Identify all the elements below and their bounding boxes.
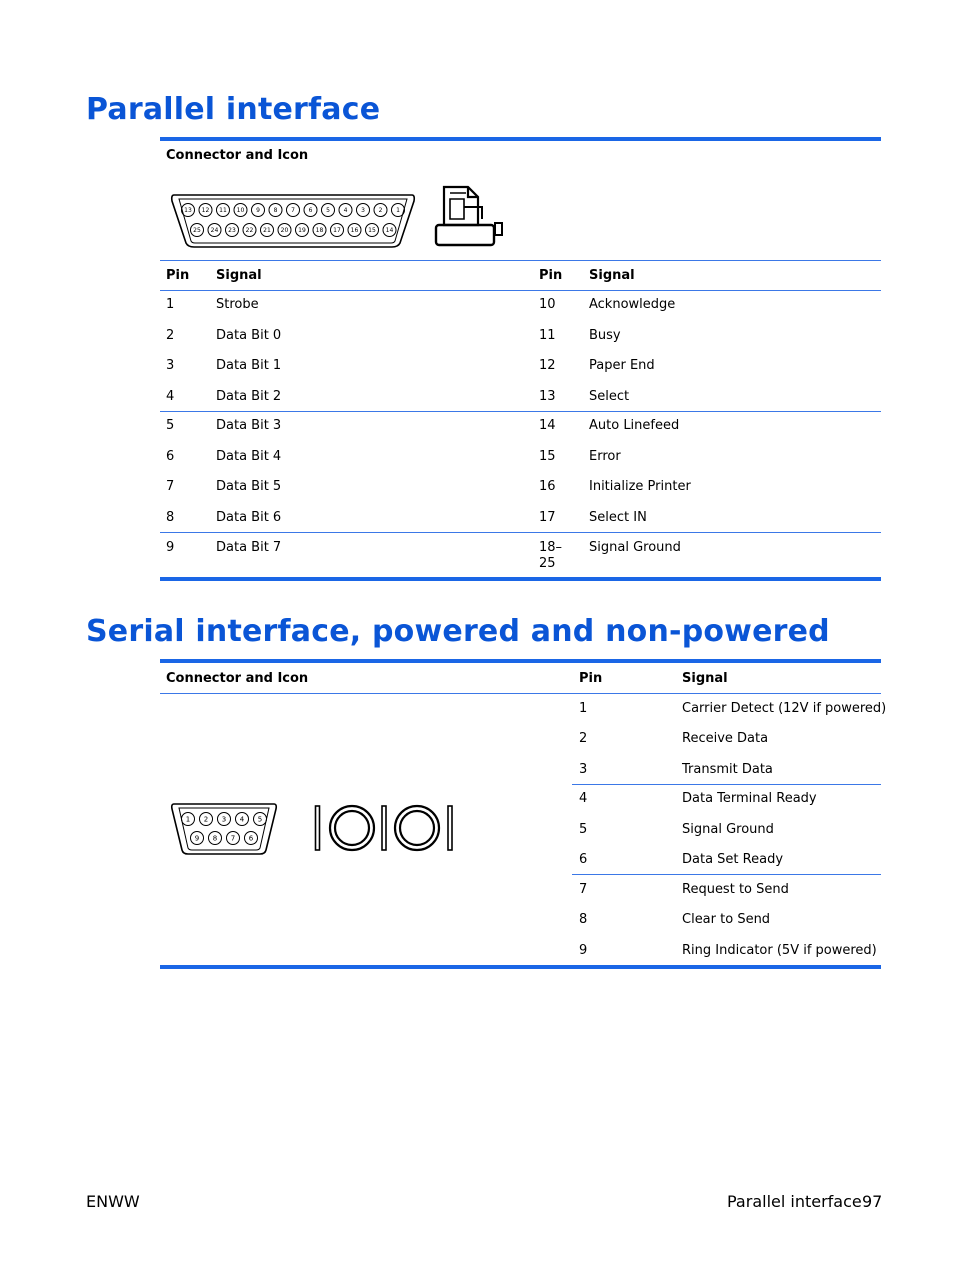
pin-number: 4 xyxy=(166,389,175,404)
pin-number: 9 xyxy=(166,540,175,555)
signal-name: Data Bit 0 xyxy=(216,328,282,343)
signal-name: Signal Ground xyxy=(682,822,774,837)
signal-name: Error xyxy=(589,449,621,464)
pin-label: 17 xyxy=(333,227,341,235)
pin-label: 10 xyxy=(236,207,245,215)
parallel-connector-heading: Connector and Icon xyxy=(166,148,309,163)
signal-name: Clear to Send xyxy=(682,912,771,927)
pin-number: 16 xyxy=(539,479,556,494)
parallel-group-rule xyxy=(160,532,881,533)
connector-pin xyxy=(182,204,195,217)
pin-label: 5 xyxy=(257,815,263,824)
connector-pin xyxy=(357,204,370,217)
signal-name: Acknowledge xyxy=(589,297,676,312)
connector-pin xyxy=(243,224,256,237)
connector-pin xyxy=(191,832,204,845)
signal-name: Carrier Detect (12V if powered) xyxy=(682,701,887,716)
parallel-header-pin-2: Pin xyxy=(539,268,563,283)
pin-label: 21 xyxy=(263,227,271,235)
pin-label: 12 xyxy=(201,207,210,215)
pin-label: 15 xyxy=(368,227,376,235)
pin-number: 17 xyxy=(539,510,556,525)
signal-name: Data Bit 1 xyxy=(216,358,282,373)
pin-label: 13 xyxy=(184,207,192,215)
connector-pin xyxy=(322,204,335,217)
pin-label: 5 xyxy=(326,207,330,215)
connector-pin xyxy=(226,224,239,237)
parallel-title: Parallel interface xyxy=(86,92,381,127)
parallel-group-rule xyxy=(160,411,881,412)
pin-label: 6 xyxy=(308,207,313,215)
signal-name: Ring Indicator (5V if powered) xyxy=(682,943,877,958)
signal-name: Data Bit 3 xyxy=(216,418,282,433)
pin-number: 14 xyxy=(539,418,556,433)
pin-number: 11 xyxy=(539,328,556,343)
footer-section-name: Parallel interface xyxy=(727,1192,862,1211)
pin-label: 2 xyxy=(378,207,383,215)
pin-label: 1 xyxy=(396,207,400,215)
parallel-header-pin: Pin xyxy=(166,268,190,283)
parallel-header-bottom-rule xyxy=(160,290,881,291)
pin-label: 8 xyxy=(273,207,278,215)
connector-pin xyxy=(252,204,265,217)
parallel-header-signal-2: Signal xyxy=(589,268,635,283)
signal-name: Transmit Data xyxy=(682,762,773,777)
connector-pin xyxy=(269,204,282,217)
connector-pin xyxy=(313,224,326,237)
connector-pin xyxy=(209,832,222,845)
pin-label: 7 xyxy=(230,834,236,843)
signal-name: Signal Ground xyxy=(589,540,681,555)
pin-label: 1 xyxy=(185,815,191,824)
serial-header-connector: Connector and Icon xyxy=(166,671,309,686)
pin-label: 3 xyxy=(361,207,365,215)
connector-pin xyxy=(200,813,213,826)
connector-pin xyxy=(366,224,379,237)
pin-number: 9 xyxy=(579,943,588,958)
parallel-table-top-bar xyxy=(160,137,881,141)
pin-number: 15 xyxy=(539,449,556,464)
connector-pin xyxy=(182,813,195,826)
signal-name: Data Bit 2 xyxy=(216,389,282,404)
signal-name: Select IN xyxy=(589,510,647,525)
signal-name: Auto Linefeed xyxy=(589,418,680,433)
pin-number: 1 xyxy=(579,701,588,716)
pin-label: 9 xyxy=(256,207,260,215)
serial-header-bottom-rule xyxy=(160,693,881,694)
connector-pin xyxy=(234,204,247,217)
pin-label: 11 xyxy=(219,207,227,215)
pin-number: 1 xyxy=(166,297,175,312)
pin-label: 3 xyxy=(221,815,227,824)
signal-name: Data Bit 6 xyxy=(216,510,282,525)
pin-number: 3 xyxy=(166,358,175,373)
pin-label: 4 xyxy=(239,815,245,824)
pin-number: 3 xyxy=(579,762,588,777)
connector-pin xyxy=(208,224,221,237)
pin-label: 7 xyxy=(291,207,295,215)
connector-pin xyxy=(254,813,267,826)
parallel-table-bottom-bar xyxy=(160,577,881,581)
pin-number: 13 xyxy=(539,389,556,404)
pin-number: 2 xyxy=(166,328,175,343)
pin-number: 8 xyxy=(166,510,175,525)
pin-label: 18 xyxy=(315,227,324,235)
signal-name: Data Bit 4 xyxy=(216,449,282,464)
pin-label: 8 xyxy=(212,834,218,843)
signal-name: Busy xyxy=(589,328,621,343)
pin-number: 8 xyxy=(579,912,588,927)
pin-label: 14 xyxy=(385,227,394,235)
pin-number: 18–25 xyxy=(539,540,563,571)
pin-number: 4 xyxy=(579,791,588,806)
pin-label: 25 xyxy=(193,227,201,235)
connector-pin xyxy=(278,224,291,237)
connector-pin xyxy=(374,204,387,217)
pin-number: 7 xyxy=(166,479,175,494)
signal-name: Initialize Printer xyxy=(589,479,691,494)
pin-label: 9 xyxy=(194,834,200,843)
pin-number: 5 xyxy=(166,418,175,433)
pin-label: 4 xyxy=(343,207,348,215)
connector-pin xyxy=(227,832,240,845)
serial-header-signal: Signal xyxy=(682,671,728,686)
printer-icon xyxy=(434,185,506,249)
connector-pin xyxy=(383,224,396,237)
serial-table-bottom-bar xyxy=(160,965,881,969)
pin-label: 22 xyxy=(245,227,254,235)
serial-header-pin: Pin xyxy=(579,671,603,686)
pin-label: 2 xyxy=(203,815,209,824)
pin-label: 24 xyxy=(210,227,219,235)
signal-name: Paper End xyxy=(589,358,655,373)
pin-label: 23 xyxy=(228,227,236,235)
pin-number: 5 xyxy=(579,822,588,837)
db9-connector-icon xyxy=(170,802,278,856)
connector-pin xyxy=(339,204,352,217)
pin-number: 7 xyxy=(579,882,588,897)
signal-name: Receive Data xyxy=(682,731,769,746)
signal-name: Data Bit 5 xyxy=(216,479,282,494)
serial-group-rule xyxy=(572,784,881,785)
pin-label: 6 xyxy=(248,834,254,843)
parallel-header-top-rule xyxy=(160,260,881,261)
connector-pin xyxy=(245,832,258,845)
serial-group-rule xyxy=(572,874,881,875)
connector-pin xyxy=(304,204,317,217)
signal-name: Data Set Ready xyxy=(682,852,784,867)
pin-label: 20 xyxy=(280,227,289,235)
connector-pin xyxy=(261,224,274,237)
pin-number: 2 xyxy=(579,731,588,746)
parallel-header-signal: Signal xyxy=(216,268,262,283)
footer-page-number: 97 xyxy=(862,1192,883,1211)
connector-pin xyxy=(331,224,344,237)
pin-number: 10 xyxy=(539,297,556,312)
serial-table-top-bar xyxy=(160,659,881,663)
connector-pin xyxy=(296,224,309,237)
signal-name: Request to Send xyxy=(682,882,789,897)
pin-label: 16 xyxy=(350,227,359,235)
pin-number: 6 xyxy=(579,852,588,867)
footer-document-code: ENWW xyxy=(86,1192,140,1211)
serial-title: Serial interface, powered and non-powered xyxy=(86,614,830,649)
connector-pin xyxy=(218,813,231,826)
signal-name: Data Bit 7 xyxy=(216,540,282,555)
signal-name: Strobe xyxy=(216,297,259,312)
signal-name: Select xyxy=(589,389,630,404)
connector-pin xyxy=(287,204,300,217)
db25-connector-icon xyxy=(170,193,416,249)
pin-number: 12 xyxy=(539,358,556,373)
connector-pin xyxy=(392,204,405,217)
connector-pin xyxy=(217,204,230,217)
connector-pin xyxy=(199,204,212,217)
pin-number: 6 xyxy=(166,449,175,464)
pin-label: 19 xyxy=(298,227,306,235)
signal-name: Data Terminal Ready xyxy=(682,791,817,806)
connector-pin xyxy=(236,813,249,826)
serial-port-icon xyxy=(314,804,456,854)
connector-pin xyxy=(191,224,204,237)
connector-pin xyxy=(348,224,361,237)
